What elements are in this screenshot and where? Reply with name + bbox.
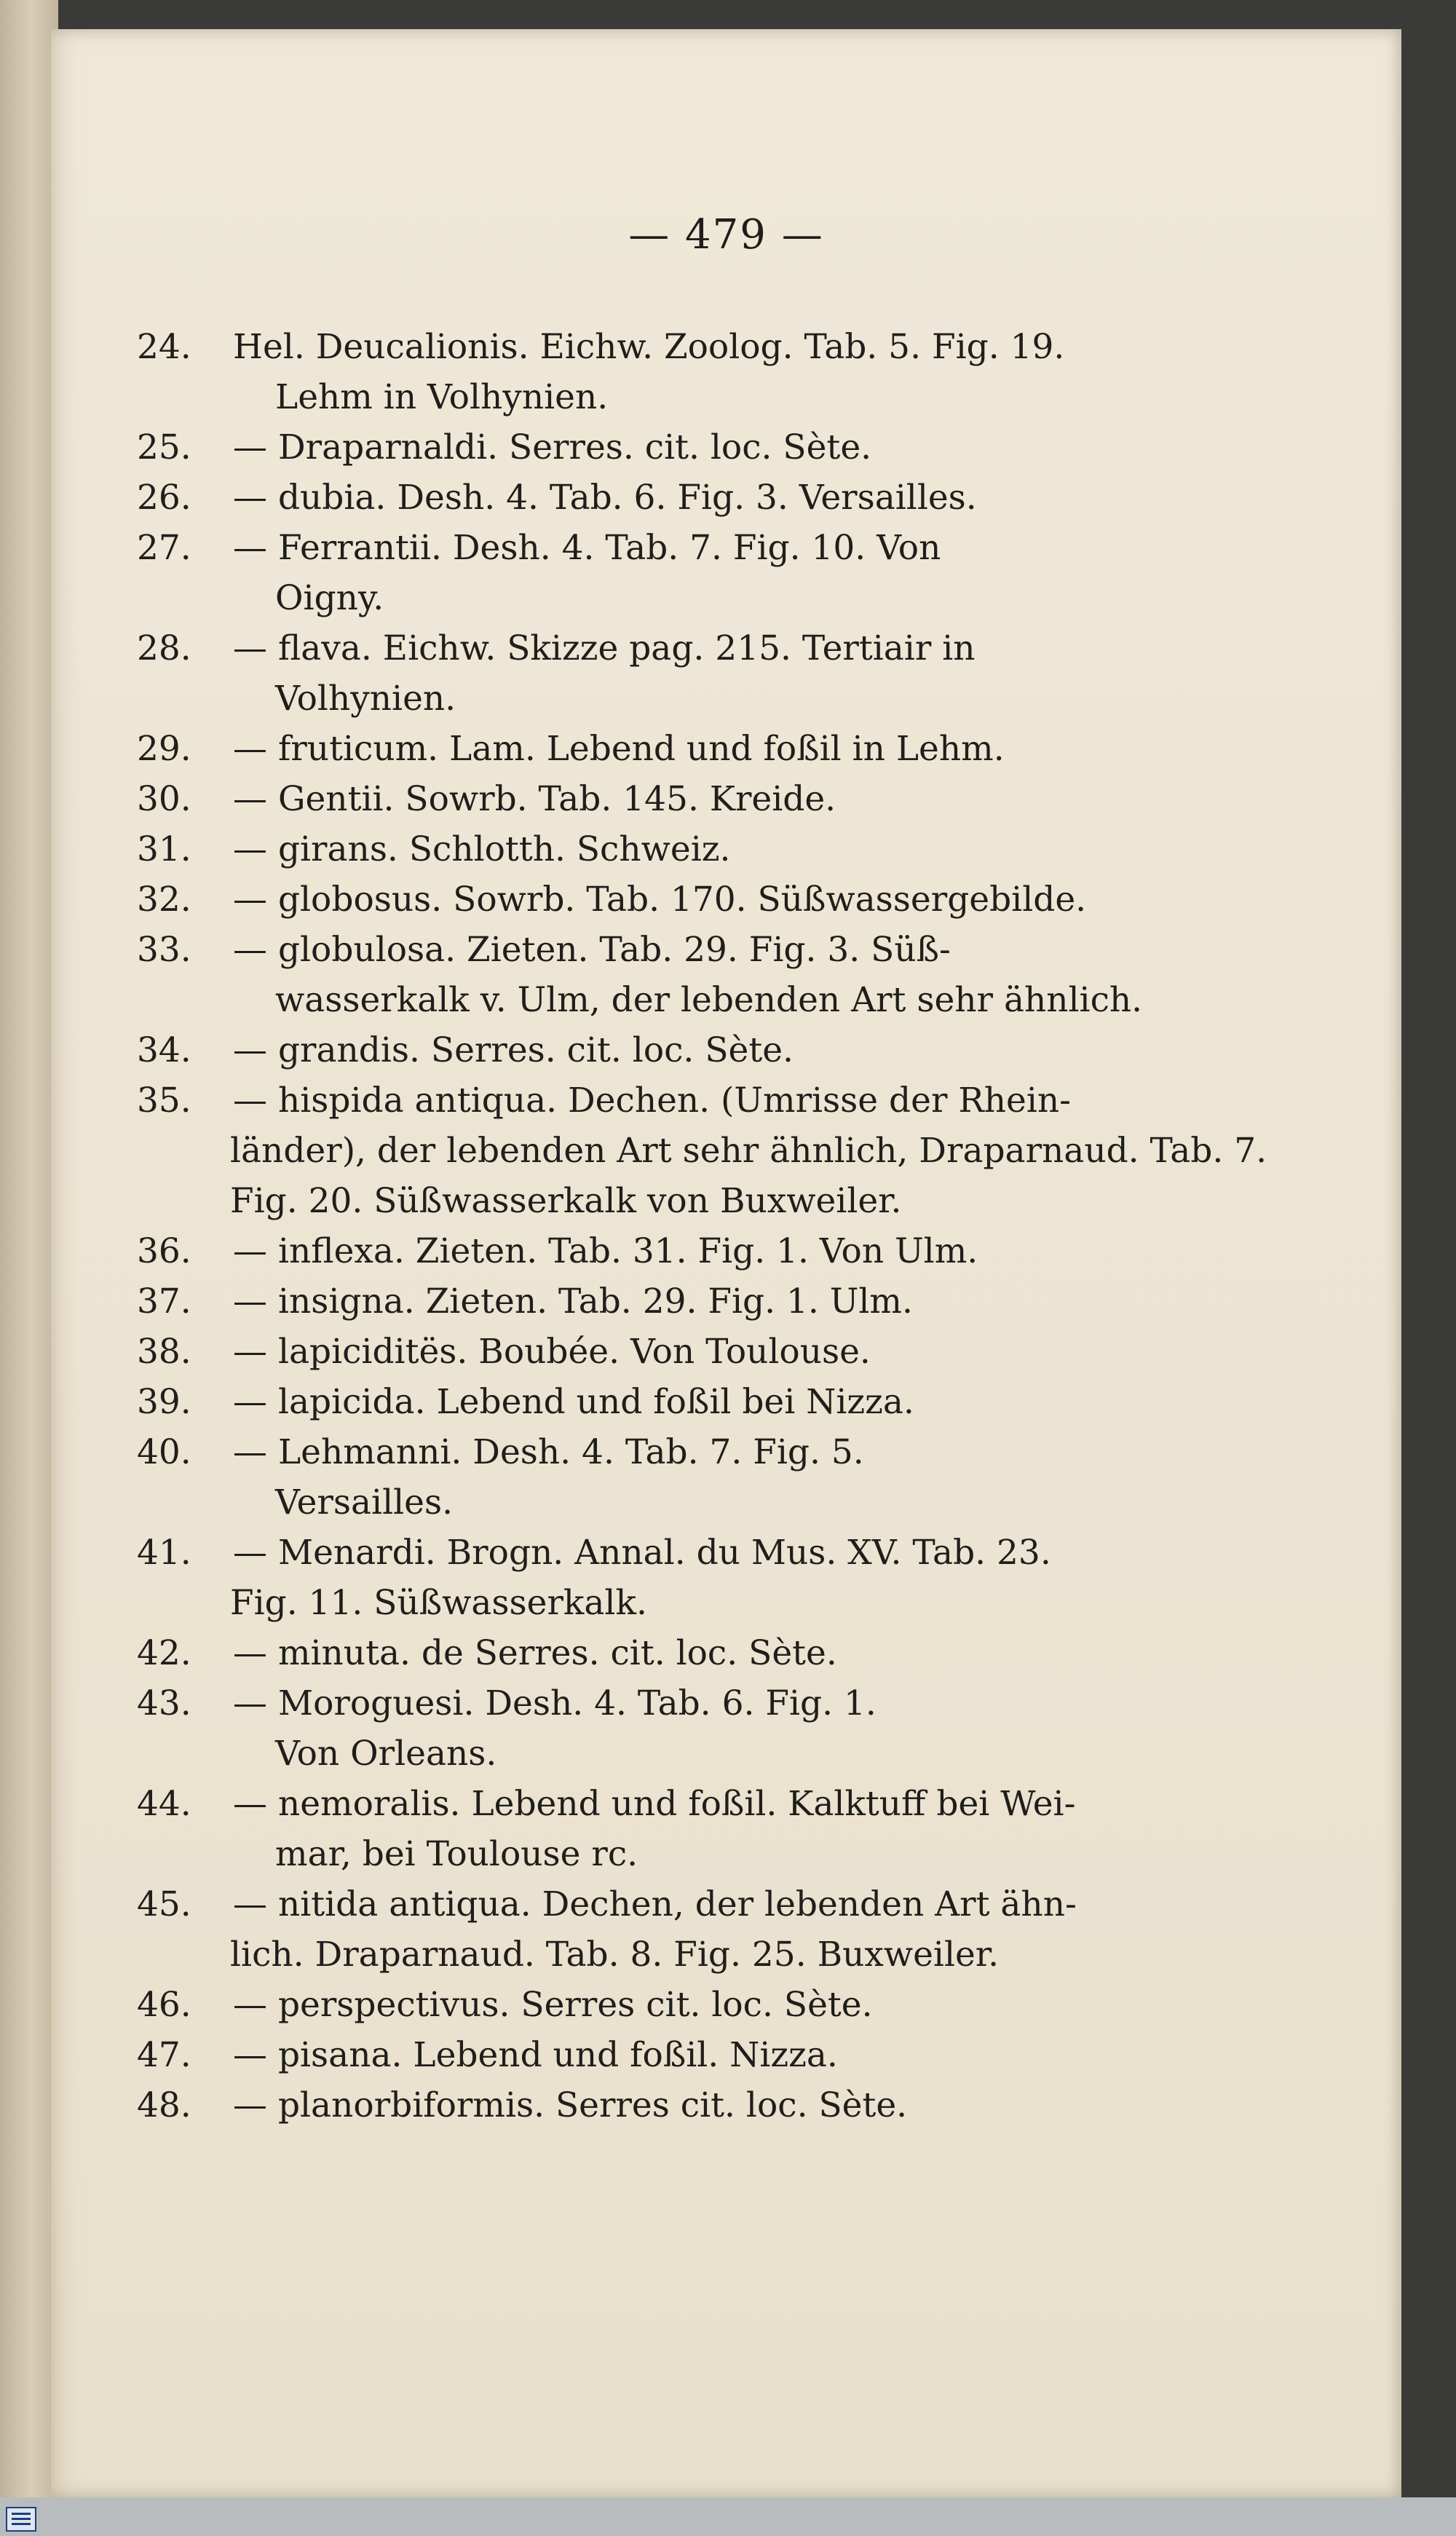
list-item	[137, 1980, 1229, 2030]
entry-text: — pisana. Lebend und foßil. Nizza.	[233, 2035, 838, 2075]
entry-number: 25.	[137, 427, 191, 467]
list-item	[137, 1226, 1229, 1276]
entry-number: 31.	[137, 829, 191, 869]
entry-text: — hispida antiqua. Dechen. (Umrisse der Rhein-	[233, 1081, 1072, 1121]
list-item	[137, 2080, 1229, 2130]
list-item	[137, 1779, 1229, 1879]
entry-number: 42.	[137, 1633, 191, 1673]
entry-number: 47.	[137, 2035, 191, 2075]
entry-line	[137, 774, 1229, 824]
entry-text: — Draparnaldi. Serres. cit. loc. Sète.	[233, 427, 872, 467]
list-item	[137, 473, 1229, 523]
entry-continuation: länder), der lebenden Art sehr ähnlich, Draparnaud. Tab. 7.	[230, 1131, 1267, 1171]
entry-number: 41.	[137, 1533, 191, 1573]
library-stamp-icon	[6, 2507, 36, 2532]
entry-text: — grandis. Serres. cit. loc. Sète.	[233, 1030, 794, 1070]
list-item	[137, 925, 1229, 1025]
entry-line	[137, 1377, 1229, 1427]
list-item	[137, 2030, 1229, 2080]
entry-text: — Moroguesi. Desh. 4. Tab. 6. Fig. 1.	[233, 1683, 877, 1723]
list-item	[137, 1678, 1229, 1779]
entry-number: 39.	[137, 1382, 191, 1422]
entry-line	[137, 1427, 1229, 1477]
list-item	[137, 623, 1229, 724]
list-item	[137, 1879, 1229, 1980]
entry-number: 43.	[137, 1683, 191, 1723]
entry-line	[137, 1980, 1229, 2030]
entry-continuation: mar, bei Toulouse rc.	[275, 1834, 638, 1874]
list-item	[137, 1025, 1229, 1075]
list-item	[137, 1628, 1229, 1678]
list-item	[137, 724, 1229, 774]
entry-text: — Menardi. Brogn. Annal. du Mus. XV. Tab. 23.	[233, 1533, 1051, 1573]
species-list	[137, 322, 1267, 2130]
book-page	[51, 29, 1401, 2497]
list-item	[137, 1427, 1229, 1528]
entry-text: — perspectivus. Serres cit. loc. Sète.	[233, 1985, 873, 2025]
book-spine-edge	[0, 0, 58, 2497]
list-item	[137, 523, 1229, 623]
entry-text: — Gentii. Sowrb. Tab. 145. Kreide.	[233, 779, 836, 819]
list-item	[137, 322, 1229, 422]
entry-continuation: Fig. 11. Süßwasserkalk.	[230, 1583, 647, 1623]
entry-number: 29.	[137, 729, 191, 769]
entry-continuation: Versailles.	[275, 1482, 454, 1522]
list-item	[137, 1276, 1229, 1327]
entry-text: — insigna. Zieten. Tab. 29. Fig. 1. Ulm.	[233, 1281, 913, 1322]
entry-line	[137, 322, 1229, 372]
list-item	[137, 422, 1229, 473]
entry-line	[137, 874, 1229, 925]
entry-line	[137, 473, 1229, 523]
entry-number: 32.	[137, 880, 191, 920]
entry-text: — nemoralis. Lebend und foßil. Kalktuff bei Wei-	[233, 1784, 1076, 1824]
entry-text: Hel. Deucalionis. Eichw. Zoolog. Tab. 5. Fig. 19.	[233, 327, 1065, 367]
entry-line	[137, 1779, 1229, 1829]
entry-line	[137, 1327, 1229, 1377]
entry-line	[137, 422, 1229, 473]
scanner-bottom-band	[0, 2497, 1456, 2536]
entry-number: 27.	[137, 528, 191, 568]
page-number: — 479 —	[628, 211, 824, 258]
entry-line	[137, 724, 1229, 774]
entry-number: 26.	[137, 478, 191, 518]
entry-continuation: Oigny.	[275, 578, 384, 618]
entry-line	[137, 1628, 1229, 1678]
entry-line	[137, 523, 1229, 573]
list-item	[137, 1075, 1267, 1226]
entry-line	[137, 824, 1229, 874]
entry-text: — flava. Eichw. Skizze pag. 215. Tertiair in	[233, 628, 976, 668]
list-item	[137, 824, 1229, 874]
entry-text: — Lehmanni. Desh. 4. Tab. 7. Fig. 5.	[233, 1432, 864, 1472]
entry-number: 30.	[137, 779, 191, 819]
entry-text: — nitida antiqua. Dechen, der lebenden Art ähn-	[233, 1884, 1077, 1924]
entry-line	[137, 1678, 1229, 1729]
entry-continuation: Lehm in Volhynien.	[275, 377, 609, 417]
entry-number: 37.	[137, 1281, 191, 1322]
entry-number: 24.	[137, 327, 191, 367]
entry-number: 28.	[137, 628, 191, 668]
entry-line	[137, 1276, 1229, 1327]
entry-line	[137, 1226, 1229, 1276]
entry-line	[137, 1879, 1229, 1929]
list-item	[137, 1327, 1229, 1377]
entry-text: — globosus. Sowrb. Tab. 170. Süßwassergebilde.	[233, 880, 1087, 920]
list-item	[137, 874, 1229, 925]
entry-number: 34.	[137, 1030, 191, 1070]
entry-text: — minuta. de Serres. cit. loc. Sète.	[233, 1633, 837, 1673]
entry-line	[137, 2080, 1229, 2130]
entry-number: 35.	[137, 1081, 191, 1121]
entry-continuation: Volhynien.	[275, 679, 456, 719]
entry-continuation: Von Orleans.	[275, 1734, 497, 1774]
entry-line	[137, 1075, 1229, 1126]
entry-number: 48.	[137, 2085, 191, 2125]
entry-line	[137, 623, 1229, 673]
entry-text: — fruticum. Lam. Lebend und foßil in Lehm.	[233, 729, 1005, 769]
entry-line	[137, 1025, 1229, 1075]
entry-text: — inflexa. Zieten. Tab. 31. Fig. 1. Von Ulm.	[233, 1231, 978, 1271]
entry-text: — planorbiformis. Serres cit. loc. Sète.	[233, 2085, 908, 2125]
entry-line	[137, 2030, 1229, 2080]
entry-number: 44.	[137, 1784, 191, 1824]
entry-number: 46.	[137, 1985, 191, 2025]
list-item	[137, 774, 1229, 824]
entry-number: 45.	[137, 1884, 191, 1924]
entry-text: — dubia. Desh. 4. Tab. 6. Fig. 3. Versailles.	[233, 478, 977, 518]
entry-continuation: lich. Draparnaud. Tab. 8. Fig. 25. Buxweiler.	[230, 1935, 1000, 1975]
entry-line	[137, 925, 1229, 975]
entry-text: — lapiciditës. Boubée. Von Toulouse.	[233, 1332, 871, 1372]
entry-continuation: Fig. 20. Süßwasserkalk von Buxweiler.	[230, 1181, 902, 1221]
list-item	[137, 1528, 1229, 1628]
entry-number: 40.	[137, 1432, 191, 1472]
entry-text: — globulosa. Zieten. Tab. 29. Fig. 3. Süß-	[233, 930, 951, 970]
entry-number: 33.	[137, 930, 191, 970]
entry-text: — girans. Schlotth. Schweiz.	[233, 829, 731, 869]
entry-number: 36.	[137, 1231, 191, 1271]
entry-text: — lapicida. Lebend und foßil bei Nizza.	[233, 1382, 914, 1422]
entry-continuation: wasserkalk v. Ulm, der lebenden Art sehr ähnlich.	[275, 980, 1143, 1020]
entry-number: 38.	[137, 1332, 191, 1372]
entry-text: — Ferrantii. Desh. 4. Tab. 7. Fig. 10. Von	[233, 528, 941, 568]
list-item	[137, 1377, 1229, 1427]
entry-line	[137, 1528, 1229, 1578]
